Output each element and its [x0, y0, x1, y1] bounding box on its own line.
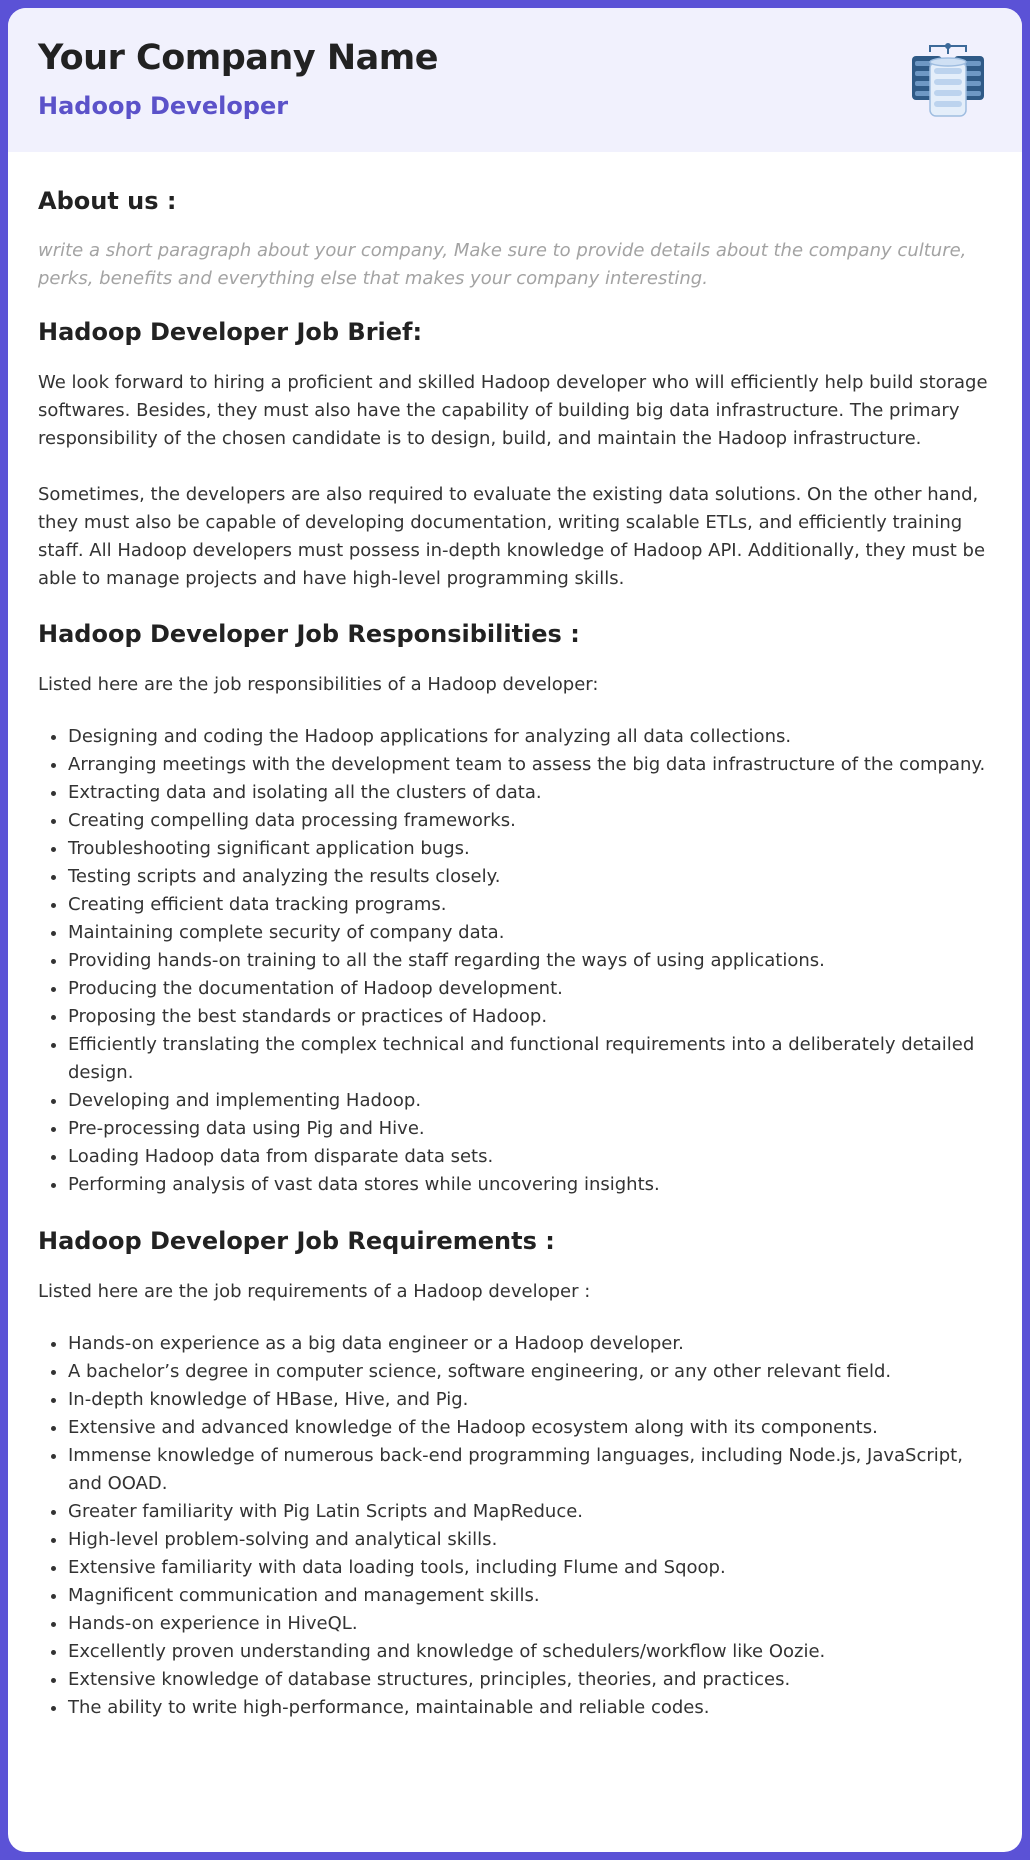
- requirements-section: [38, 1199, 992, 1722]
- list-item: • Hands-on experience in HiveQL.: [68, 1610, 992, 1638]
- list-item: • Magnificent communication and management skills.: [68, 1582, 992, 1610]
- responsibilities-section: [38, 593, 992, 1199]
- job-description-card: [8, 8, 1022, 1852]
- list-item: • Extensive and advanced knowledge of the Hadoop ecosystem along with its components.: [68, 1414, 992, 1442]
- list-item: • Performing analysis of vast data stores while uncovering insights.: [68, 1171, 992, 1199]
- list-item: • A bachelor’s degree in computer science, software engineering, or any other relevant field.: [68, 1358, 992, 1386]
- responsibilities-list: [38, 723, 992, 1199]
- list-item: • Arranging meetings with the development team to assess the big data infrastructure of the company.: [68, 751, 992, 779]
- requirements-heading: Hadoop Developer Job Requirements :: [38, 1227, 555, 1255]
- list-item: • Extensive familiarity with data loading tools, including Flume and Sqoop.: [68, 1554, 992, 1582]
- about-section: [38, 152, 992, 293]
- list-item: • Excellently proven understanding and knowledge of schedulers/workflow like Oozie.: [68, 1638, 992, 1666]
- list-item: • Maintaining complete security of company data.: [68, 919, 992, 947]
- list-item: • Providing hands-on training to all the staff regarding the ways of using applications.: [68, 947, 992, 975]
- list-item: • Creating efficient data tracking programs.: [68, 891, 992, 919]
- list-item: • Immense knowledge of numerous back-end programming languages, including Node.js, JavaScript, and OOAD.: [68, 1442, 992, 1498]
- content: [8, 152, 1022, 1722]
- requirements-list: [38, 1330, 992, 1722]
- list-item: • Producing the documentation of Hadoop development.: [68, 975, 992, 1003]
- list-item: • Developing and implementing Hadoop.: [68, 1087, 992, 1115]
- responsibilities-heading: Hadoop Developer Job Responsibilities :: [38, 620, 580, 648]
- company-name: Your Company Name: [38, 38, 438, 78]
- brief-paragraph: Sometimes, the developers are also required to evaluate the existing data solutions. On the other hand, they must also be capable of developing documentation, writing scalable ETLs, and efficiently training staff. All Hadoop developers must possess in-depth knowledge of Hadoop API. Additionally, they must be able to manage projects and have high-level programming skills.: [38, 484, 986, 589]
- list-item: • Extensive knowledge of database structures, principles, theories, and practices.: [68, 1666, 992, 1694]
- list-item: • Proposing the best standards or practices of Hadoop.: [68, 1003, 992, 1031]
- about-heading: About us :: [38, 187, 177, 215]
- list-item: • Pre-processing data using Pig and Hive.: [68, 1115, 992, 1143]
- list-item: • The ability to write high-performance, maintainable and reliable codes.: [68, 1694, 992, 1722]
- list-item: • High-level problem-solving and analytical skills.: [68, 1526, 992, 1554]
- job-title: Hadoop Developer: [38, 92, 289, 120]
- list-item: • Designing and coding the Hadoop applications for analyzing all data collections.: [68, 723, 992, 751]
- brief-section: [38, 293, 992, 593]
- list-item: • Troubleshooting significant application bugs.: [68, 835, 992, 863]
- list-item: • In-depth knowledge of HBase, Hive, and Pig.: [68, 1386, 992, 1414]
- about-text: write a short paragraph about your company, Make sure to provide details about the company culture, perks, benefits and everything else that makes your company interesting.: [38, 240, 967, 289]
- brief-heading: Hadoop Developer Job Brief:: [38, 318, 423, 346]
- list-item: • Loading Hadoop data from disparate data sets.: [68, 1143, 992, 1171]
- list-item: • Extracting data and isolating all the clusters of data.: [68, 779, 992, 807]
- list-item: • Testing scripts and analyzing the results closely.: [68, 863, 992, 891]
- list-item: • Greater familiarity with Pig Latin Scripts and MapReduce.: [68, 1498, 992, 1526]
- list-item: • Efficiently translating the complex technical and functional requirements into a deliberately detailed design.: [68, 1031, 992, 1087]
- brief-paragraph: We look forward to hiring a proficient and skilled Hadoop developer who will efficiently help build storage softwares. Besides, they must also have the capability of building big data infrastructure. The primary responsibility of the chosen candidate is to design, build, and maintain the Hadoop infrastructure.: [38, 372, 988, 449]
- requirements-intro: Listed here are the job requirements of a Hadoop developer :: [38, 1281, 591, 1302]
- header: [8, 8, 1022, 152]
- list-item: • Creating compelling data processing frameworks.: [68, 807, 992, 835]
- responsibilities-intro: Listed here are the job responsibilities of a Hadoop developer:: [38, 674, 599, 695]
- database-server-icon: [908, 40, 988, 120]
- list-item: • Hands-on experience as a big data engineer or a Hadoop developer.: [68, 1330, 992, 1358]
